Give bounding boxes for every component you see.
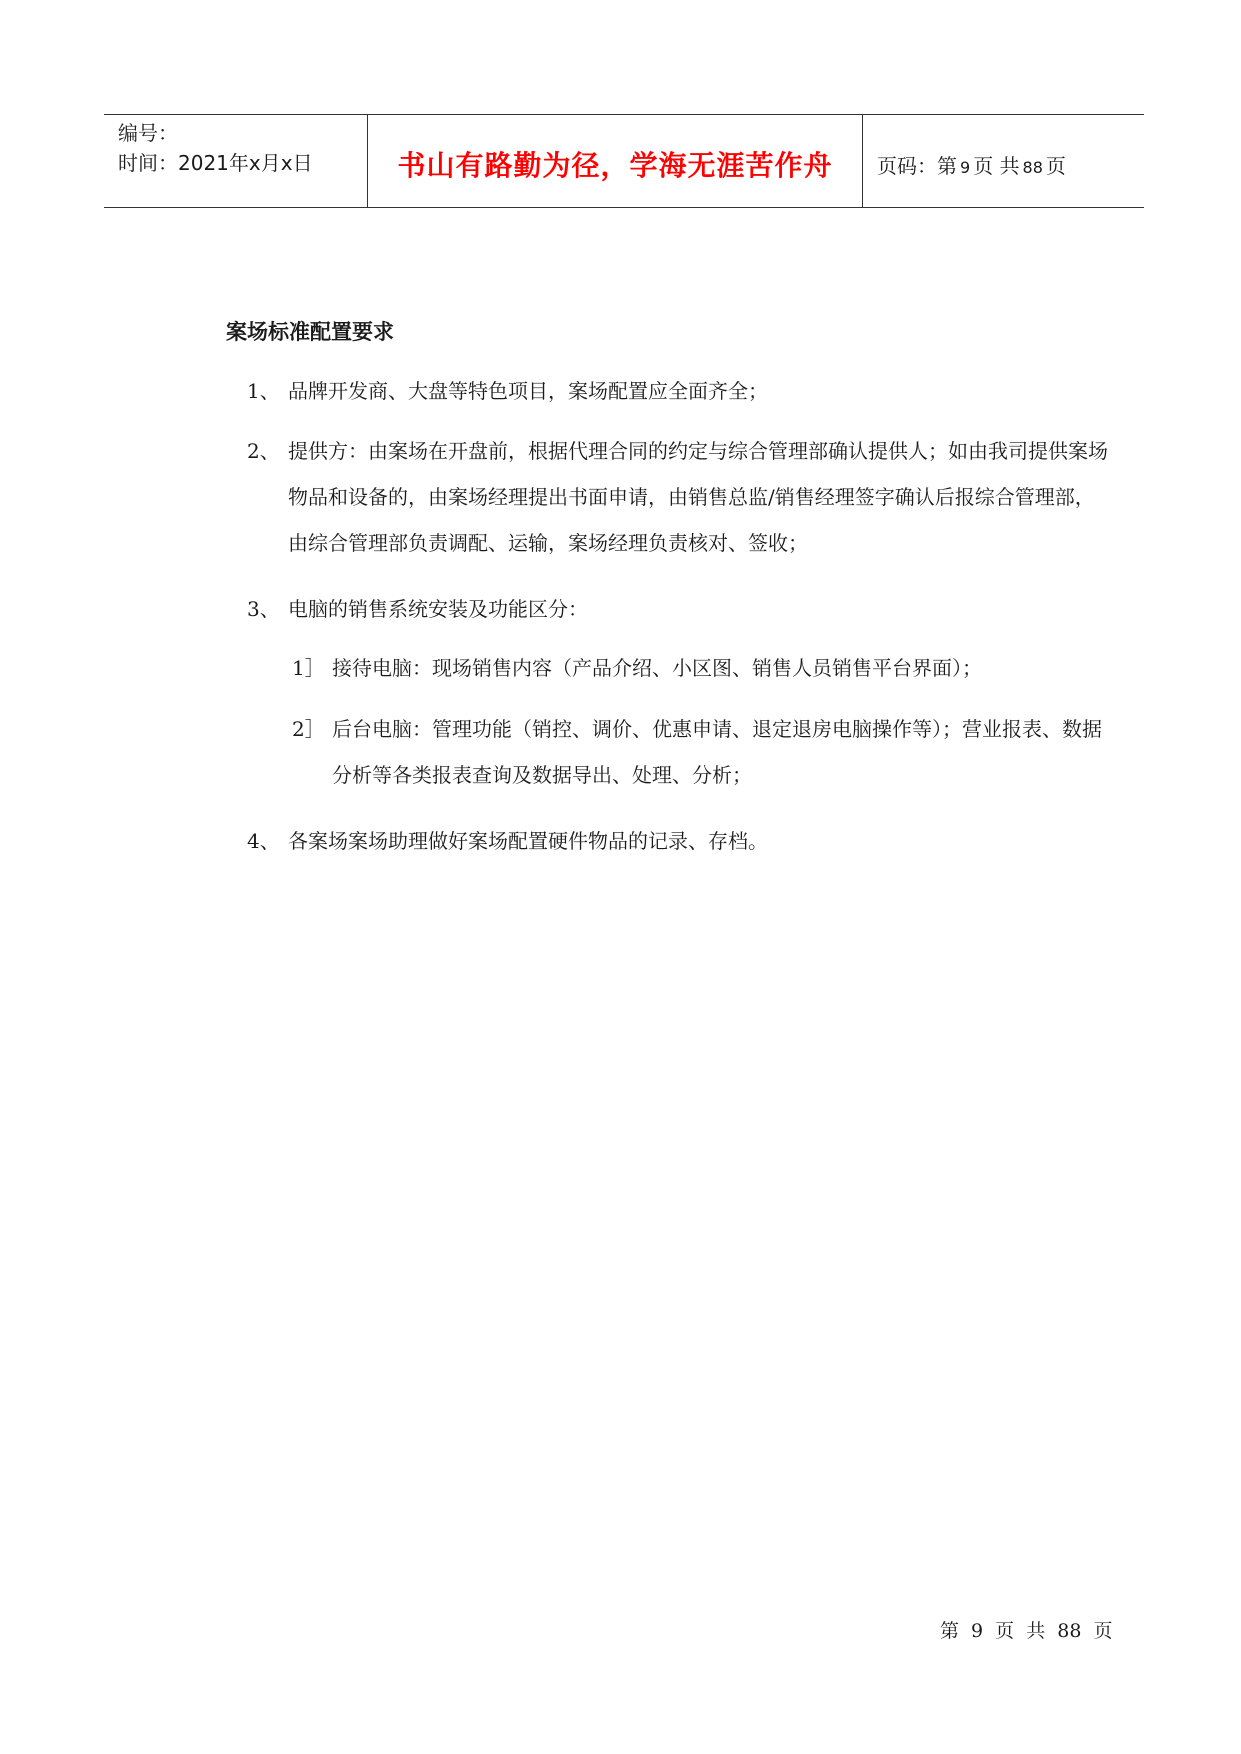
page-label: 页码：第 [877,154,957,178]
page-mid: 页 共 [973,154,1020,178]
slogan: 书山有路勤为径，学海无涯苦作舟 [397,149,833,182]
header-page-number [877,150,1066,179]
number-label: 编号： [118,121,178,145]
time-label: 时间：2021年x月x日 [118,151,313,175]
sub-list-item-number: 2］ [292,717,325,741]
header-meta-cell [104,115,368,207]
list-item-text: 各案场案场助理做好案场配置硬件物品的记录、存档。 [288,829,768,853]
footer-page-number: 第 9 页 共 88 页 [940,1620,1113,1642]
list-item-text: 品牌开发商、大盘等特色项目，案场配置应全面齐全； [288,379,768,403]
list-item-number: 4、 [247,829,280,853]
list-item-number: 3、 [247,597,280,621]
page-end: 页 [1045,154,1066,178]
page-total: 88 [1022,158,1043,177]
list-item-number: 1、 [247,379,280,403]
header-table [104,114,1144,208]
sub-list-item-text: 接待电脑：现场销售内容（产品介绍、小区图、销售人员销售平台界面）； [332,656,982,680]
sub-list-item-number: 1］ [292,656,325,680]
header-slogan-cell [368,115,863,207]
list-item-number: 2、 [247,439,280,463]
document-heading: 案场标准配置要求 [226,320,394,344]
page-current: 9 [960,158,971,177]
list-item-text: 电脑的销售系统安装及功能区分： [288,597,588,621]
sub-list-item-text: 后台电脑：管理功能（销控、调价、优惠申请、退定退房电脑操作等）；营业报表、数据分析等各类报表查询及数据导出、处理、分析； [332,717,1102,787]
list-item-text: 提供方：由案场在开盘前，根据代理合同的约定与综合管理部确认提供人；如由我司提供案场物品和设备的，由案场经理提出书面申请，由销售总监/销售经理签字确认后报综合管理部，由综合管理部负责调配、运输，案场经理负责核对、签收； [288,439,1108,555]
header-page-cell [863,115,1144,207]
